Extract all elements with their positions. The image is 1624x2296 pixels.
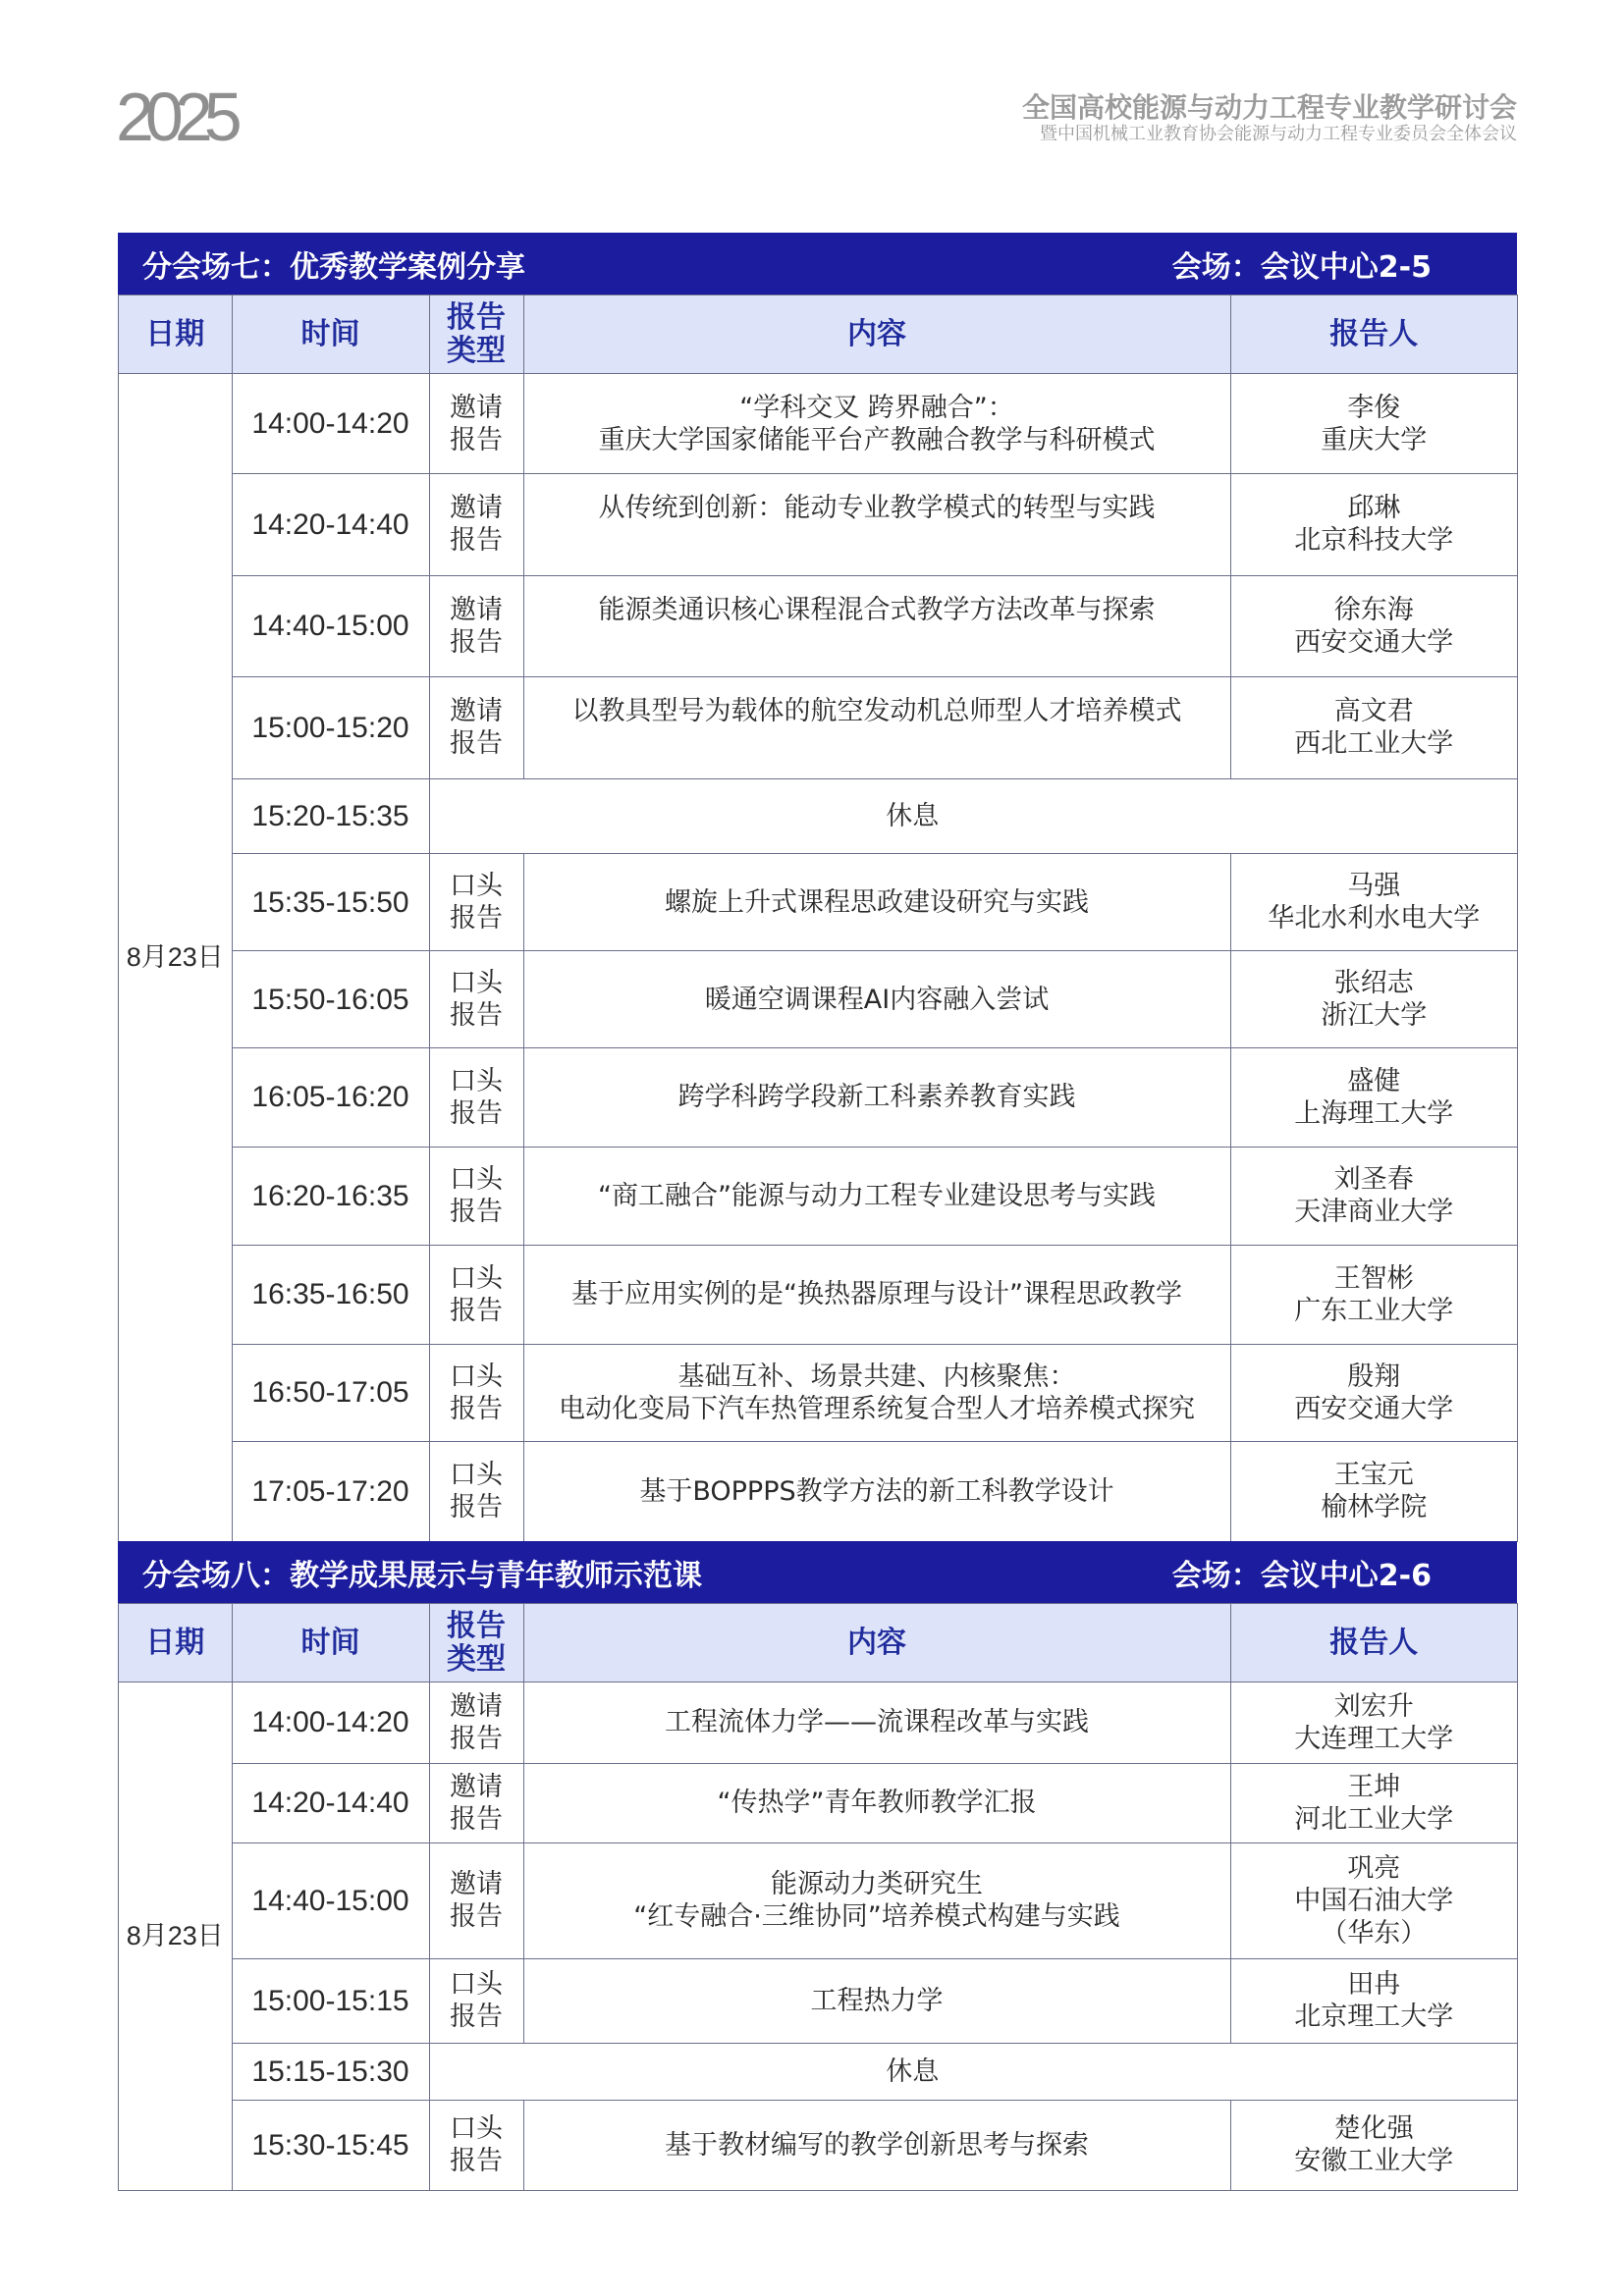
report-type-label: 口头报告: [450, 1164, 503, 1228]
event-year-logo: 2025: [116, 79, 234, 155]
report-type-label: 口头报告: [450, 1361, 503, 1424]
schedule-table: [118, 294, 1518, 1542]
schedule-table: [118, 1603, 1518, 2191]
time-cell: 14:40-15:00: [232, 575, 429, 677]
speaker-cell: [1230, 951, 1518, 1048]
table-row: [119, 1959, 1518, 2044]
time-cell: 15:15-15:30: [232, 2043, 429, 2101]
time-cell: 16:05-16:20: [232, 1048, 429, 1148]
time-cell: 16:50-17:05: [232, 1344, 429, 1441]
table-row: [119, 575, 1518, 677]
speaker-name: 王坤: [1347, 1771, 1401, 1802]
speaker-affiliation: 中国石油大学 （华东）: [1294, 1885, 1454, 1949]
speaker-cell: [1230, 374, 1518, 474]
table-row: [119, 1842, 1518, 1959]
break-cell: 休息: [429, 778, 1518, 854]
speaker-affiliation: 华北水利水电大学: [1268, 903, 1481, 934]
speaker-cell: [1230, 1246, 1518, 1345]
speaker-cell: [1230, 474, 1518, 576]
report-type-cell: [429, 1441, 523, 1541]
table-row: [119, 1344, 1518, 1441]
speaker-affiliation: 广东工业大学: [1294, 1295, 1454, 1326]
column-header-row: [119, 1604, 1518, 1682]
column-header-time: 时间: [232, 1604, 429, 1682]
column-header-content: 内容: [523, 1604, 1230, 1682]
content-cell: 以教具型号为载体的航空发动机总师型人才培养模式: [523, 677, 1230, 779]
report-type-label: 口头报告: [450, 1969, 503, 2033]
content-cell: 暖通空调课程AI内容融入尝试: [523, 951, 1230, 1048]
content-cell: 基于教材编写的教学创新思考与探索: [523, 2101, 1230, 2191]
report-type-cell: [429, 1147, 523, 1246]
report-type-cell: [429, 1048, 523, 1148]
speaker-name: 邱琳: [1347, 493, 1401, 524]
speaker-name: 刘宏升: [1333, 1690, 1414, 1722]
report-type-label: 邀请报告: [450, 1771, 503, 1835]
column-header-speaker: 报告人: [1230, 295, 1518, 374]
speaker-cell: [1230, 677, 1518, 779]
speaker-name: 盛健: [1347, 1065, 1401, 1096]
report-type-cell: [429, 1344, 523, 1441]
speaker-affiliation: 西北工业大学: [1294, 728, 1454, 760]
content-cell: “学科交叉 跨界融合”： 重庆大学国家储能平台产教融合教学与科研模式: [523, 374, 1230, 474]
content-cell: 能源类通识核心课程混合式教学方法改革与探索: [523, 575, 1230, 677]
speaker-cell: [1230, 1147, 1518, 1246]
time-cell: 14:00-14:20: [232, 374, 429, 474]
date-cell: 8月23日: [119, 1682, 233, 2191]
column-header-speaker: 报告人: [1230, 1604, 1518, 1682]
time-cell: 14:20-14:40: [232, 1763, 429, 1842]
column-header-content: 内容: [523, 295, 1230, 374]
speaker-cell: [1230, 1048, 1518, 1148]
session-title: 分会场七：优秀教学案例分享: [142, 249, 525, 285]
time-cell: 15:00-15:20: [232, 677, 429, 779]
speaker-affiliation: 西安交通大学: [1294, 626, 1454, 658]
table-row: [119, 374, 1518, 474]
session-header-bar: [118, 233, 1517, 294]
speaker-name: 刘圣春: [1333, 1164, 1414, 1196]
report-type-cell: [429, 374, 523, 474]
report-type-cell: [429, 1246, 523, 1345]
speaker-cell: [1230, 854, 1518, 951]
table-row: [119, 2101, 1518, 2191]
column-header-type: [429, 295, 523, 374]
report-type-cell: [429, 854, 523, 951]
table-row: [119, 474, 1518, 576]
date-cell: 8月23日: [119, 374, 233, 1542]
time-cell: 14:00-14:20: [232, 1682, 429, 1764]
speaker-affiliation: 上海理工大学: [1294, 1097, 1454, 1129]
report-type-label: 邀请报告: [450, 1869, 503, 1933]
speaker-affiliation: 西安交通大学: [1294, 1393, 1454, 1424]
report-type-label: 邀请报告: [450, 594, 503, 658]
report-type-cell: [429, 575, 523, 677]
speaker-cell: [1230, 1959, 1518, 2044]
document-header: [1022, 93, 1517, 144]
content-cell: 从传统到创新：能动专业教学模式的转型与实践: [523, 474, 1230, 576]
report-type-label: 口头报告: [450, 1262, 503, 1326]
report-type-label: 邀请报告: [450, 493, 503, 557]
content-cell: 基于BOPPPS教学方法的新工科教学设计: [523, 1441, 1230, 1541]
speaker-name: 张绍志: [1333, 968, 1414, 998]
report-type-label: 邀请报告: [450, 696, 503, 760]
table-row: [119, 1048, 1518, 1148]
report-type-label: 口头报告: [450, 2113, 503, 2177]
break-row: [119, 778, 1518, 854]
time-cell: 17:05-17:20: [232, 1441, 429, 1541]
session-title: 分会场八：教学成果展示与青年教师示范课: [142, 1558, 702, 1593]
speaker-affiliation: 浙江大学: [1321, 1000, 1428, 1031]
speaker-affiliation: 北京科技大学: [1294, 525, 1454, 557]
report-type-cell: [429, 2101, 523, 2191]
content-cell: 能源动力类研究生 “红专融合·三维协同”培养模式构建与实践: [523, 1842, 1230, 1959]
content-cell: “传热学”青年教师教学汇报: [523, 1763, 1230, 1842]
table-row: [119, 1763, 1518, 1842]
time-cell: 15:50-16:05: [232, 951, 429, 1048]
content-cell: 基于应用实例的是“换热器原理与设计”课程思政教学: [523, 1246, 1230, 1345]
time-cell: 15:20-15:35: [232, 778, 429, 854]
speaker-affiliation: 河北工业大学: [1294, 1803, 1454, 1835]
report-type-label: 邀请报告: [450, 1690, 503, 1754]
speaker-cell: [1230, 1344, 1518, 1441]
speaker-affiliation: 榆林学院: [1321, 1492, 1428, 1522]
content-cell: 螺旋上升式课程思政建设研究与实践: [523, 854, 1230, 951]
column-header-type-label: 报告类型: [447, 1608, 506, 1677]
conference-subtitle: 暨中国机械工业教育协会能源与动力工程专业委员会全体会议: [1040, 124, 1517, 144]
table-row: [119, 677, 1518, 779]
speaker-name: 巩亮: [1347, 1852, 1401, 1884]
speaker-cell: [1230, 575, 1518, 677]
speaker-cell: [1230, 1441, 1518, 1541]
speaker-name: 李俊: [1347, 392, 1401, 423]
report-type-cell: [429, 1842, 523, 1959]
content-cell: 工程流体力学——流课程改革与实践: [523, 1682, 1230, 1764]
report-type-cell: [429, 677, 523, 779]
speaker-name: 楚化强: [1333, 2113, 1414, 2145]
report-type-cell: [429, 951, 523, 1048]
break-row: [119, 2043, 1518, 2101]
speaker-cell: [1230, 2101, 1518, 2191]
column-header-time: 时间: [232, 295, 429, 374]
content-cell: 跨学科跨学段新工科素养教育实践: [523, 1048, 1230, 1148]
time-cell: 15:00-15:15: [232, 1959, 429, 2044]
speaker-cell: [1230, 1763, 1518, 1842]
speaker-affiliation: 天津商业大学: [1294, 1197, 1454, 1228]
conference-title: 全国高校能源与动力工程专业教学研讨会: [1021, 91, 1517, 124]
speaker-name: 马强: [1347, 871, 1401, 901]
speaker-affiliation: 安徽工业大学: [1294, 2146, 1454, 2177]
session-header-bar: [118, 1541, 1517, 1603]
column-header-date: 日期: [119, 295, 233, 374]
speaker-affiliation: 重庆大学: [1321, 424, 1428, 455]
table-row: [119, 1246, 1518, 1345]
speaker-name: 田冉: [1347, 1969, 1401, 2001]
report-type-cell: [429, 1763, 523, 1842]
table-row: [119, 854, 1518, 951]
speaker-cell: [1230, 1842, 1518, 1959]
table-row: [119, 1441, 1518, 1541]
content-cell: 工程热力学: [523, 1959, 1230, 2044]
time-cell: 14:20-14:40: [232, 474, 429, 576]
time-cell: 15:30-15:45: [232, 2101, 429, 2191]
time-cell: 16:35-16:50: [232, 1246, 429, 1345]
speaker-affiliation: 北京理工大学: [1294, 2002, 1454, 2033]
speaker-name: 徐东海: [1333, 594, 1414, 625]
speaker-affiliation: 大连理工大学: [1294, 1723, 1454, 1754]
session-8-schedule: [118, 1541, 1517, 2191]
content-cell: 基础互补、场景共建、内核聚焦： 电动化变局下汽车热管理系统复合型人才培养模式探究: [523, 1344, 1230, 1441]
table-row: [119, 1682, 1518, 1764]
break-cell: 休息: [429, 2043, 1518, 2101]
table-row: [119, 951, 1518, 1048]
report-type-cell: [429, 1959, 523, 2044]
time-cell: 14:40-15:00: [232, 1842, 429, 1959]
report-type-label: 口头报告: [450, 1065, 503, 1129]
speaker-name: 高文君: [1333, 696, 1414, 727]
venue-label: 会场：会议中心2-6: [1171, 1558, 1432, 1593]
column-header-row: [119, 295, 1518, 374]
time-cell: 15:35-15:50: [232, 854, 429, 951]
report-type-label: 口头报告: [450, 871, 503, 934]
speaker-name: 殷翔: [1347, 1361, 1401, 1392]
report-type-label: 口头报告: [450, 968, 503, 1031]
column-header-type: [429, 1604, 523, 1682]
report-type-cell: [429, 1682, 523, 1764]
report-type-label: 邀请报告: [450, 392, 503, 455]
report-type-label: 口头报告: [450, 1460, 503, 1522]
column-header-type-label: 报告类型: [447, 299, 506, 368]
content-cell: “商工融合”能源与动力工程专业建设思考与实践: [523, 1147, 1230, 1246]
table-row: [119, 1147, 1518, 1246]
speaker-cell: [1230, 1682, 1518, 1764]
report-type-cell: [429, 474, 523, 576]
speaker-name: 王智彬: [1333, 1262, 1414, 1294]
venue-label: 会场：会议中心2-5: [1171, 249, 1432, 285]
speaker-name: 王宝元: [1333, 1460, 1414, 1490]
column-header-date: 日期: [119, 1604, 233, 1682]
session-7-schedule: [118, 233, 1517, 1542]
time-cell: 16:20-16:35: [232, 1147, 429, 1246]
